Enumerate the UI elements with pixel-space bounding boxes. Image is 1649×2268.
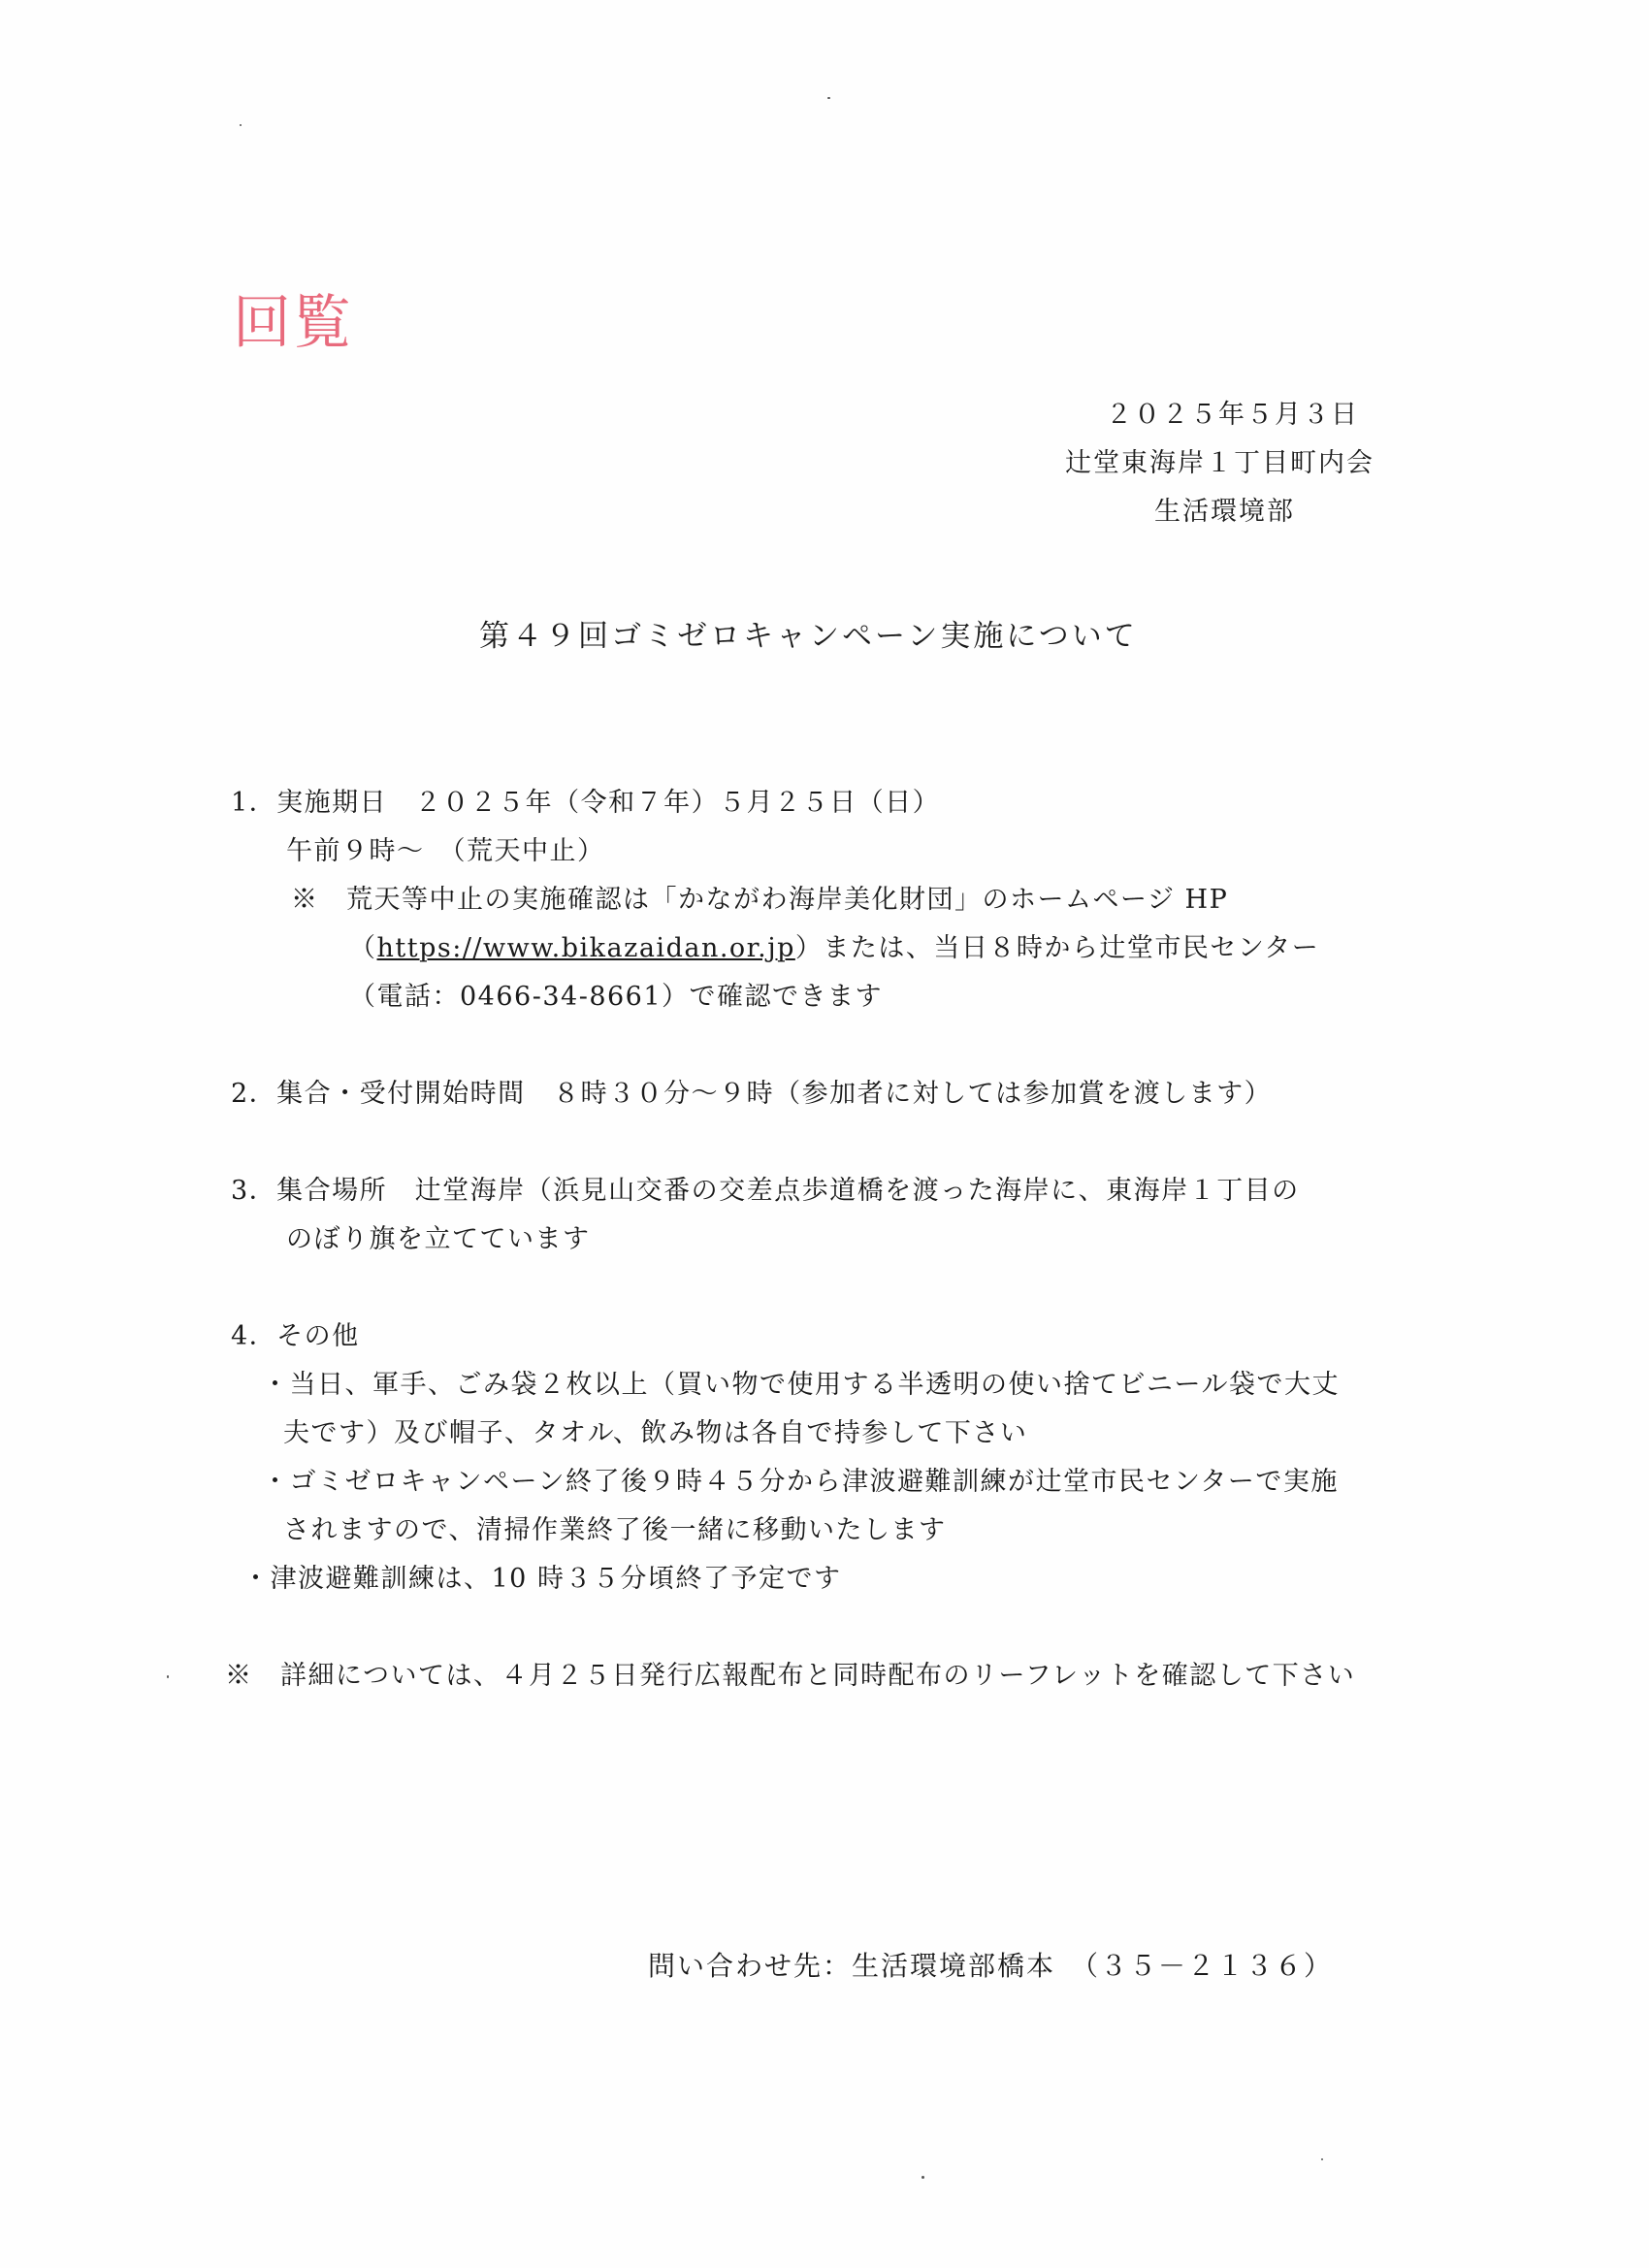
item4-bullet1-line2: 夫です）及び帽子、タオル、飲み物は各自で持参して下さい <box>283 1418 1028 1448</box>
item1-date: 1．実施期日 ２０２５年（令和７年）５月２５日（日） <box>231 788 941 818</box>
item4-bullet2-line2: されますので、清掃作業終了後一緒に移動いたします <box>283 1515 947 1545</box>
scan-speck <box>240 124 242 126</box>
item4-bullet3-line1: ・津波避難訓練は、10 時３５分頃終了予定です <box>242 1564 842 1594</box>
item4-heading: 4．その他 <box>231 1321 360 1351</box>
scan-speck <box>1321 2158 1323 2160</box>
organization-name: 辻堂東海岸１丁目町内会 <box>1065 448 1374 478</box>
paren-open: （ <box>349 933 377 963</box>
item1-note-line2 <box>349 926 1319 964</box>
item1-note-line1: ※ 荒天等中止の実施確認は「かながわ海岸美化財団」のホームページ HP <box>291 885 1229 915</box>
item1-time: 午前９時～ （荒天中止） <box>286 836 605 866</box>
item4-bullet1-line1: ・当日、軍手、ごみ袋２枚以上（買い物で使用する半透明の使い捨てビニール袋で大丈 <box>262 1370 1340 1400</box>
contact-info: 問い合わせ先：生活環境部橋本 （３５－２１３６） <box>648 1950 1334 1982</box>
item3-meeting-place-cont: のぼり旗を立てています <box>286 1224 591 1254</box>
foundation-website-link[interactable]: https://www.bikazaidan.or.jp <box>376 933 795 963</box>
item2-reception-time: 2．集合・受付開始時間 ８時３０分～９時（参加者に対しては参加賞を渡します） <box>231 1079 1273 1109</box>
scan-speck <box>167 1675 169 1678</box>
item3-meeting-place: 3．集合場所 辻堂海岸（浜見山交番の交差点歩道橋を渡った海岸に、東海岸１丁目の <box>231 1176 1300 1206</box>
footnote: ※ 詳細については、４月２５日発行広報配布と同時配布のリーフレットを確認して下さい <box>225 1661 1356 1691</box>
department-name: 生活環境部 <box>1154 497 1295 527</box>
scan-speck <box>827 97 830 99</box>
note-rest: ）または、当日８時から辻堂市民センター <box>794 933 1320 963</box>
item1-note-line3: （電話：0466-34-8661）で確認できます <box>349 982 884 1012</box>
circulation-stamp: 回覧 <box>233 289 353 357</box>
item4-bullet2-line1: ・ゴミゼロキャンペーン終了後９時４５分から津波避難訓練が辻堂市民センターで実施 <box>262 1467 1339 1497</box>
scan-speck <box>922 2176 924 2179</box>
document-title: 第４９回ゴミゼロキャンペーン実施について <box>479 619 1138 654</box>
issue-date: ２０２５年５月３日 <box>1106 400 1359 430</box>
